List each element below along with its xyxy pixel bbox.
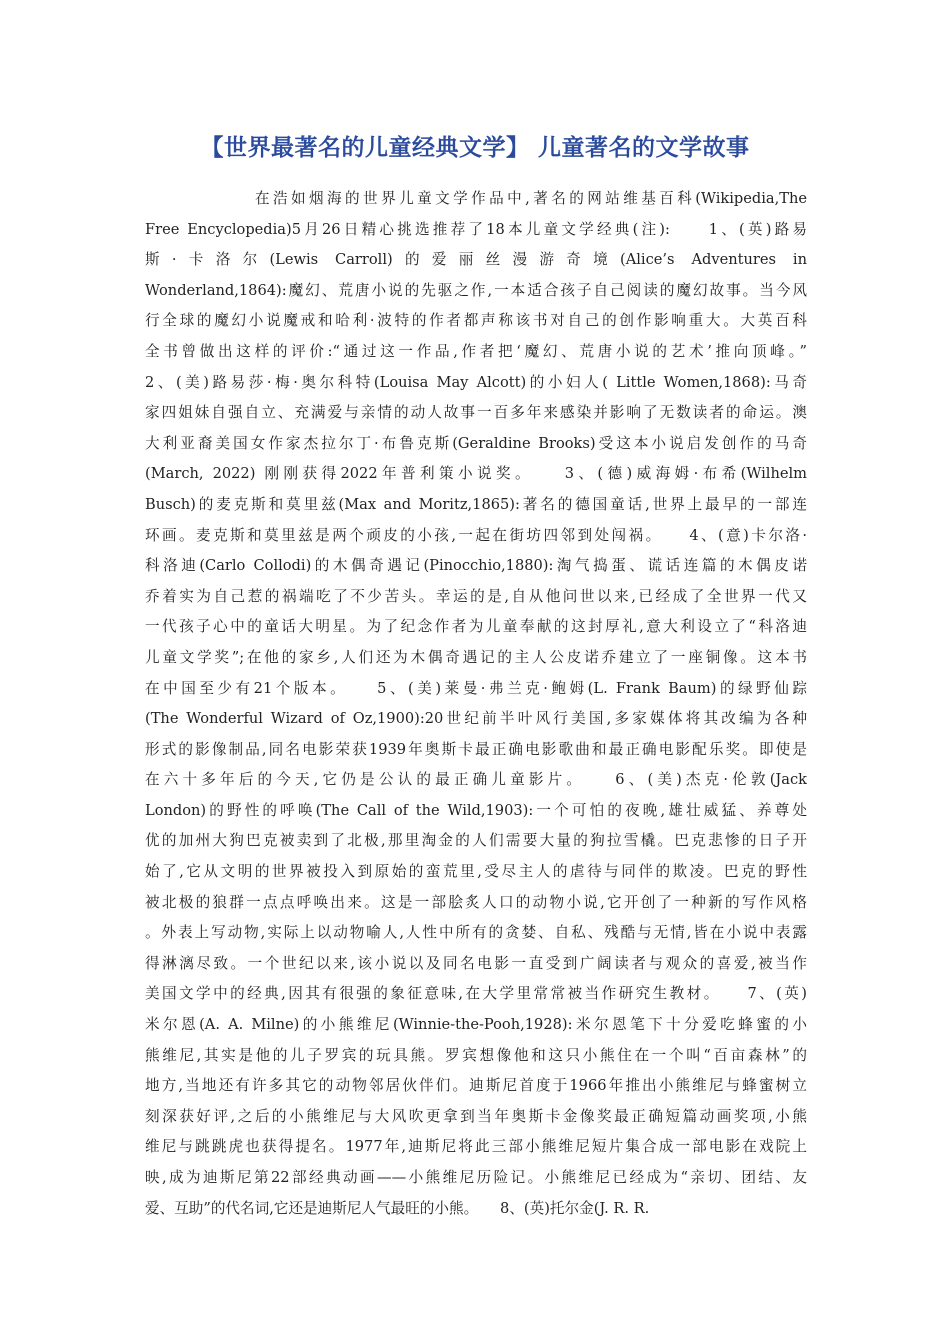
body-line: (March, 2022) 刚刚获得2022年普利策小说奖。 3、(德)威海姆·布希(Wilhelm xyxy=(145,465,807,483)
body-line: 。外表上写动物,实际上以动物喻人,人性中所有的贪婪、自私、残酷与无情,皆在小说中表露 xyxy=(145,924,807,942)
body-line: 熊维尼,其实是他的儿子罗宾的玩具熊。罗宾想像他和这只小熊住在一个叫“百亩森林”的 xyxy=(145,1046,807,1064)
body-line: 行全球的魔幻小说魔戒和哈利·波特的作者都声称该书对自己的创作影响重大。大英百科 xyxy=(145,312,807,330)
body-line: 环画。麦克斯和莫里兹是两个顽皮的小孩,一起在街坊四邻到处闯祸。 4、(意)卡尔洛· xyxy=(145,526,807,544)
body-line: 在浩如烟海的世界儿童文学作品中,著名的网站维基百科(Wikipedia,The xyxy=(255,190,807,207)
body-line: 科洛迪(Carlo Collodi)的木偶奇遇记(Pinocchio,1880):淘气捣蛋、谎话连篇的木偶皮诺 xyxy=(145,557,807,575)
body-line: 美国文学中的经典,因其有很强的象征意味,在大学里常常被当作研究生教材。 7、(英) xyxy=(145,985,807,1003)
body-line: 地方,当地还有许多其它的动物邻居伙伴们。迪斯尼首度于1966年推出小熊维尼与蜂蜜树立 xyxy=(145,1077,807,1095)
body-line: 乔着实为自己惹的祸端吃了不少苦头。幸运的是,自从他问世以来,已经成了全世界一代又 xyxy=(145,587,807,605)
body-line: 优的加州大狗巴克被卖到了北极,那里淘金的人们需要大量的狗拉雪橇。巴克悲惨的日子开 xyxy=(145,832,807,850)
body-line: 被北极的狼群一点点呼唤出来。这是一部脍炙人口的动物小说,它开创了一种新的写作风格 xyxy=(145,893,807,911)
document-body xyxy=(145,184,807,1224)
body-line: 大利亚裔美国女作家杰拉尔丁·布鲁克斯(Geraldine Brooks)受这本小说启发创作的马奇 xyxy=(145,434,807,452)
body-line: 维尼与跳跳虎也获得提名。1977年,迪斯尼将此三部小熊维尼短片集合成一部电影在戏院上 xyxy=(145,1138,807,1156)
body-line: 米尔恩(A. A. Milne)的小熊维尼(Winnie-the-Pooh,1928):米尔恩笔下十分爱吃蜂蜜的小 xyxy=(145,1016,807,1034)
body-line: 爱、互助”的代名词,它还是迪斯尼人气最旺的小熊。 8、(英)托尔金(J. R. R. xyxy=(145,1199,650,1217)
body-line: 斯·卡洛尔(Lewis Carroll)的爱丽丝漫游奇境(Alice’s Adventures in xyxy=(145,251,807,269)
body-line: 家四姐妹自强自立、充满爱与亲情的动人故事一百多年来感染并影响了无数读者的命运。澳 xyxy=(145,404,807,422)
body-line: 2、(美)路易莎·梅·奥尔科特(Louisa May Alcott)的小妇人( Little Women,1868):马奇 xyxy=(145,373,807,391)
body-line: 始了,它从文明的世界被投入到原始的蛮荒里,受尽主人的虐待与同伴的欺凌。巴克的野性 xyxy=(145,863,807,881)
body-line: 映,成为迪斯尼第22部经典动画——小熊维尼历险记。小熊维尼已经成为“亲切、团结、友 xyxy=(145,1169,807,1186)
body-line: (The Wonderful Wizard of Oz,1900):20世纪前半叶风行美国,多家媒体将其改编为各种 xyxy=(145,710,807,728)
body-line: 刻深获好评,之后的小熊维尼与大风吹更拿到当年奥斯卡金像奖最正确短篇动画奖项,小熊 xyxy=(145,1107,807,1125)
body-line: 一代孩子心中的童话大明星。为了纪念作者为儿童奉献的这封厚礼,意大利设立了“科洛迪 xyxy=(145,618,807,636)
body-line: 全书曾做出这样的评价:“通过这一作品,作者把‘魔幻、荒唐小说的艺术’推向顶峰。” xyxy=(145,342,807,360)
document-title: 【世界最著名的儿童经典文学】 儿童著名的文学故事 xyxy=(200,135,750,161)
body-line: Busch)的麦克斯和莫里兹(Max and Moritz,1865):著名的德国童话,世界上最早的一部连 xyxy=(145,495,807,513)
body-line: 在中国至少有21个版本。 5、(美)莱曼·弗兰克·鲍姆(L. Frank Baum)的绿野仙踪 xyxy=(145,679,807,697)
body-line: Free Encyclopedia)5月26日精心挑选推荐了18本儿童文学经典(注): 1、(英)路易 xyxy=(145,220,807,238)
body-line: 形式的影像制品,同名电影荣获1939年奥斯卡最正确电影歌曲和最正确电影配乐奖。即使是 xyxy=(145,740,807,758)
body-line: Wonderland,1864):魔幻、荒唐小说的先驱之作,一本适合孩子自己阅读的魔幻故事。当今风 xyxy=(145,281,807,299)
body-line: 在六十多年后的今天,它仍是公认的最正确儿童影片。 6、(美)杰克·伦敦(Jack xyxy=(145,771,807,789)
body-line: London)的野性的呼唤(The Call of the Wild,1903):一个可怕的夜晚,雄壮威猛、养尊处 xyxy=(145,801,807,819)
body-line: 得淋漓尽致。一个世纪以来,该小说以及同名电影一直受到广阔读者与观众的喜爱,被当作 xyxy=(145,954,807,972)
body-line: 儿童文学奖”;在他的家乡,人们还为木偶奇遇记的主人公皮诺乔建立了一座铜像。这本书 xyxy=(145,648,807,666)
